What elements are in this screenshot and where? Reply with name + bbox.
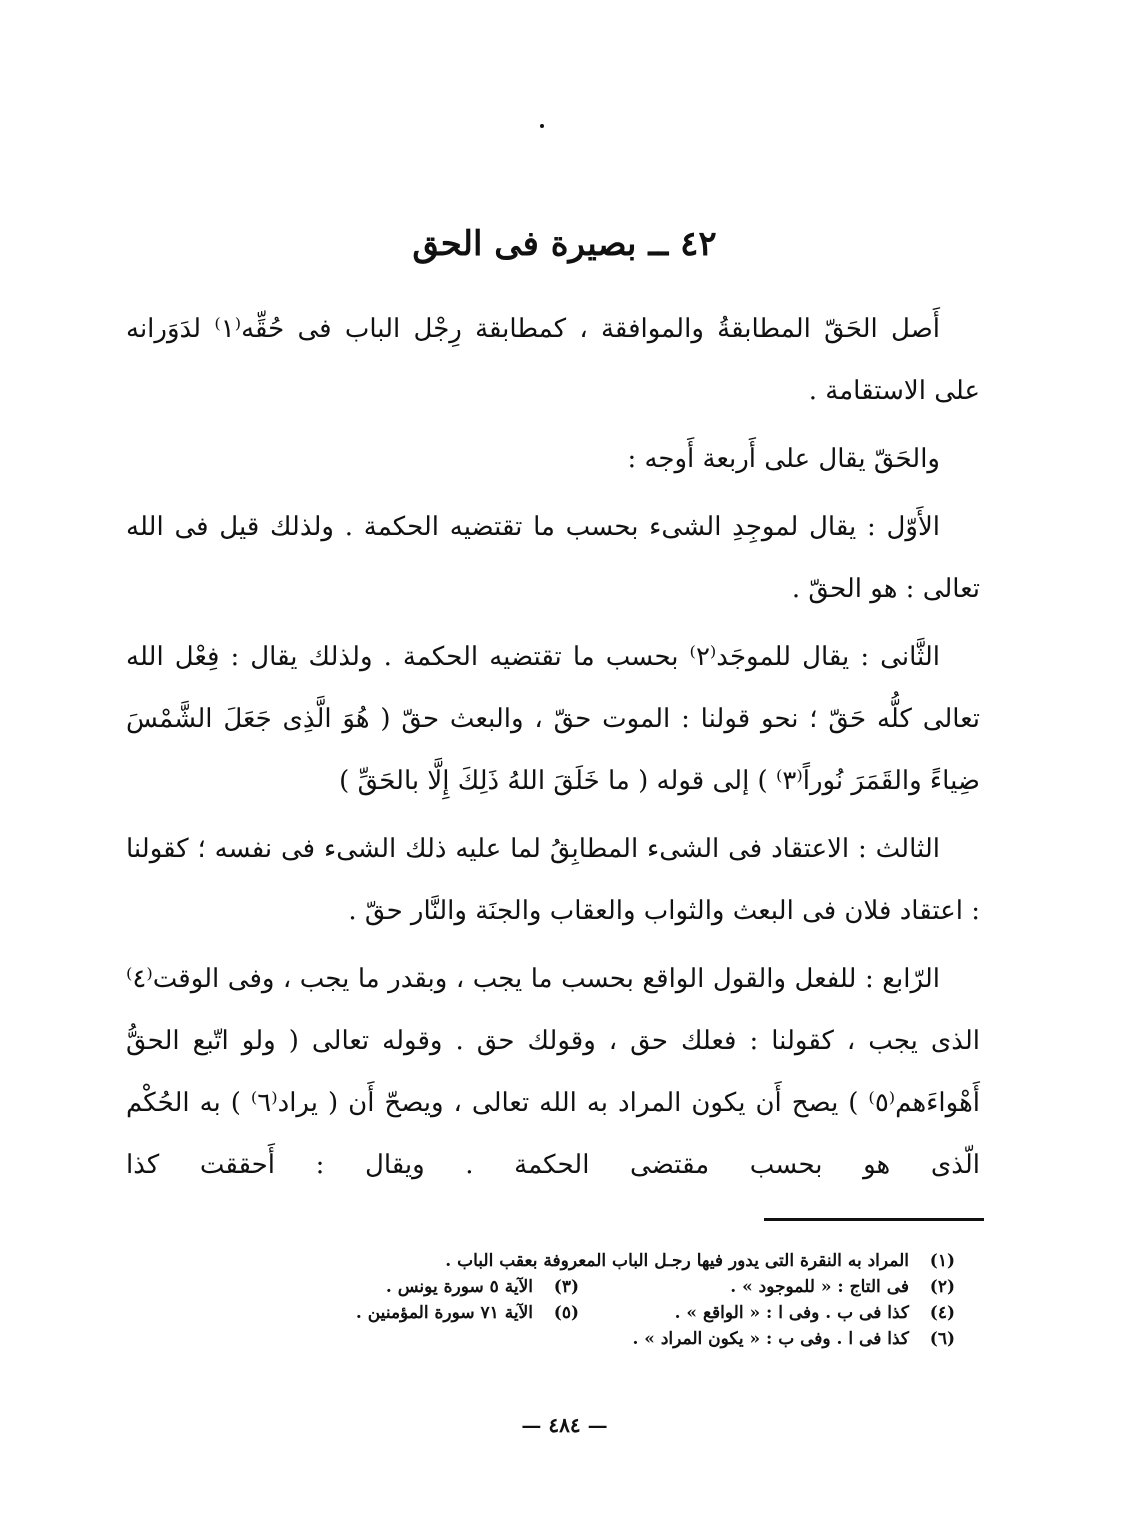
footnote-separator bbox=[764, 1218, 984, 1221]
footnote-text: الآية ٥ سورة يونس . bbox=[385, 1277, 533, 1297]
paragraph-first: الأَوّل : يقال لموجِدِ الشىء بحسب ما تقتضيه الحكمة . ولذلك قيل فى الله تعالى : هو الحقّ . bbox=[126, 512, 980, 604]
footnote-text: كذا فى ا . وفى ب : « يكون المراد » . bbox=[632, 1329, 909, 1349]
footnote-text: المراد به النقرة التى يدور فيها رجـل الباب المعروفة بعقب الباب . bbox=[445, 1251, 909, 1271]
page-number: — ٤٨٤ — bbox=[521, 1413, 608, 1437]
footnote-number: (٦) bbox=[929, 1329, 955, 1349]
footnote-text: فى التاج : « للموجود » . bbox=[730, 1277, 909, 1297]
footnote-text: الآية ٧١ سورة المؤمنين . bbox=[355, 1303, 533, 1323]
footnote-row bbox=[200, 1274, 955, 1300]
footnote-text: كذا فى ب . وفى ا : « الواقع » . bbox=[674, 1303, 909, 1323]
footnote-number: (٥) bbox=[553, 1303, 579, 1323]
footnote-row bbox=[200, 1248, 955, 1274]
paragraph-fourth: الرّابع : للفعل والقول الواقع بحسب ما يجب ، وبقدر ما يجب ، وفى الوقت⁽٤⁾ الذى يجب ، كقولنا : فعلك حق ، وقولك حق . وقوله تعالى ( ولو اتّبع الحقُّ أَهْواءَهم⁽٥⁾ ) يصح أَن يكون المراد به الله تعالى ، ويصحّ أَن ( يراد⁽٦⁾ ) به الحُكْم الّذى هو بحسب مقتضى الحكمة . ويقال : أَحققت كذا bbox=[126, 964, 980, 1180]
paragraph-four-aspects: والحَقّ يقال على أَربعة أَوجه : bbox=[627, 444, 940, 474]
paragraph-third: الثالث : الاعتقاد فى الشىء المطابِقُ لما عليه ذلك الشىء فى نفسه ؛ كقولنا : اعتقاد فلان فى البعث والثواب والعقاب والجنَة والنَّار حقّ . bbox=[126, 834, 980, 926]
footnote-row bbox=[200, 1326, 955, 1352]
paragraph-intro: أَصل الحَقّ المطابقةُ والموافقة ، كمطابقة رِجْل الباب فى حُقِّه⁽١⁾ لدَوَرانه على الاستقامة . bbox=[126, 314, 980, 406]
paragraph-second: الثَّانى : يقال للموجَد⁽٢⁾ بحسب ما تقتضيه الحكمة . ولذلك يقال : فِعْل الله تعالى كلُّه حَقّ ؛ نحو قولنا : الموت حقّ ، والبعث حقّ ( هُوَ الَّذِى جَعَلَ الشَّمْسَ ضِياءً والقَمَرَ نُوراً⁽٣⁾ ) إلى قوله ( ما خَلَقَ اللهُ ذَلِكَ إِلَّا بالحَقِّ ) bbox=[126, 642, 980, 796]
ink-dot bbox=[540, 124, 544, 128]
footnotes bbox=[200, 1248, 955, 1352]
section-title: ٤٢ ــ بصيرة فى الحق bbox=[412, 224, 717, 264]
footnote-number: (٢) bbox=[929, 1277, 955, 1297]
body-text bbox=[126, 298, 980, 1202]
footnote-number: (١) bbox=[929, 1251, 955, 1271]
footnote-number: (٤) bbox=[929, 1303, 955, 1323]
footnote-row bbox=[200, 1300, 955, 1326]
footnote-number: (٣) bbox=[553, 1277, 579, 1297]
